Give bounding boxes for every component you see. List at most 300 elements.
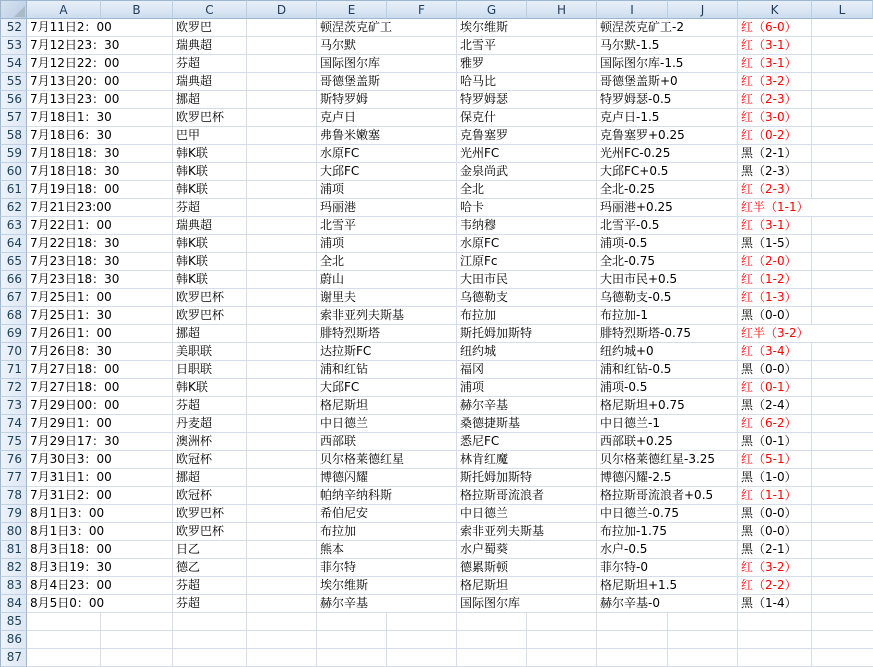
- cell-home-E74[interactable]: 中日德兰: [317, 415, 457, 433]
- cell-D60[interactable]: [247, 163, 317, 181]
- row-header-71[interactable]: 71: [0, 361, 27, 379]
- cell-away-G55[interactable]: 哈马比: [457, 73, 597, 91]
- cell-result-K77[interactable]: 黑（1-0）: [738, 469, 812, 487]
- cell-home-E76[interactable]: 贝尔格莱德红星: [317, 451, 457, 469]
- row-header-65[interactable]: 65: [0, 253, 27, 271]
- cell-handicap-I58[interactable]: 克鲁塞罗+0.25: [597, 127, 738, 145]
- cell-away-G70[interactable]: 纽约城: [457, 343, 597, 361]
- cell-result-K52[interactable]: 红（6-0）: [738, 19, 812, 37]
- cell-result-K66[interactable]: 红（1-2）: [738, 271, 812, 289]
- cell-date-A62[interactable]: 7月21日23:00: [27, 199, 173, 217]
- cell-league-C64[interactable]: 韩K联: [173, 235, 247, 253]
- row-header-72[interactable]: 72: [0, 379, 27, 397]
- cell-L66[interactable]: [812, 271, 873, 289]
- row-header-63[interactable]: 63: [0, 217, 27, 235]
- cell-away-G66[interactable]: 大田市民: [457, 271, 597, 289]
- cell-home-E78[interactable]: 帕纳辛纳科斯: [317, 487, 457, 505]
- cell-date-A68[interactable]: 7月25日1：30: [27, 307, 173, 325]
- cell-result-K74[interactable]: 红（6-2）: [738, 415, 812, 433]
- row-header-77[interactable]: 77: [0, 469, 27, 487]
- column-header-D[interactable]: D: [247, 0, 317, 19]
- cell-league-C59[interactable]: 韩K联: [173, 145, 247, 163]
- row-header-74[interactable]: 74: [0, 415, 27, 433]
- cell-date-A79[interactable]: 8月1日3：00: [27, 505, 173, 523]
- cell-home-E67[interactable]: 谢里夫: [317, 289, 457, 307]
- cell-D83[interactable]: [247, 577, 317, 595]
- cell-D62[interactable]: [247, 199, 317, 217]
- cell-L56[interactable]: [812, 91, 873, 109]
- cell-away-G83[interactable]: 格尼斯坦: [457, 577, 597, 595]
- cell-result-K60[interactable]: 黑（2-3）: [738, 163, 812, 181]
- cell-I86[interactable]: [597, 631, 668, 649]
- cell-away-G77[interactable]: 斯托姆加斯特: [457, 469, 597, 487]
- row-header-68[interactable]: 68: [0, 307, 27, 325]
- cell-D54[interactable]: [247, 55, 317, 73]
- cell-home-E54[interactable]: 国际图尔库: [317, 55, 457, 73]
- cell-league-C80[interactable]: 欧罗巴杯: [173, 523, 247, 541]
- cell-L74[interactable]: [812, 415, 873, 433]
- cell-result-K56[interactable]: 红（2-3）: [738, 91, 812, 109]
- cell-date-A82[interactable]: 8月3日19：30: [27, 559, 173, 577]
- row-header-80[interactable]: 80: [0, 523, 27, 541]
- cell-I87[interactable]: [597, 649, 668, 667]
- cell-L71[interactable]: [812, 361, 873, 379]
- cell-handicap-I79[interactable]: 中日德兰-0.75: [597, 505, 738, 523]
- cell-home-E71[interactable]: 浦和红钻: [317, 361, 457, 379]
- cell-J87[interactable]: [668, 649, 738, 667]
- cell-away-G78[interactable]: 格拉斯哥流浪者: [457, 487, 597, 505]
- row-header-87[interactable]: 87: [0, 649, 27, 667]
- cell-I85[interactable]: [597, 613, 668, 631]
- cell-date-A76[interactable]: 7月30日3：00: [27, 451, 173, 469]
- cell-date-A66[interactable]: 7月23日18：30: [27, 271, 173, 289]
- cell-L63[interactable]: [812, 217, 873, 235]
- cell-result-K68[interactable]: 黑（0-0）: [738, 307, 812, 325]
- cell-date-A84[interactable]: 8月5日0：00: [27, 595, 173, 613]
- cell-handicap-I60[interactable]: 大邱FC+0.5: [597, 163, 738, 181]
- cell-K86[interactable]: [738, 631, 812, 649]
- cell-D63[interactable]: [247, 217, 317, 235]
- cell-D71[interactable]: [247, 361, 317, 379]
- row-header-69[interactable]: 69: [0, 325, 27, 343]
- cell-result-K84[interactable]: 黑（1-4）: [738, 595, 812, 613]
- cell-away-G63[interactable]: 韦纳穆: [457, 217, 597, 235]
- cell-handicap-I77[interactable]: 博德闪耀-2.5: [597, 469, 738, 487]
- cell-handicap-I82[interactable]: 菲尔特-0: [597, 559, 738, 577]
- cell-league-C67[interactable]: 欧罗巴杯: [173, 289, 247, 307]
- cell-H85[interactable]: [527, 613, 597, 631]
- cell-league-C56[interactable]: 挪超: [173, 91, 247, 109]
- cell-away-G54[interactable]: 雅罗: [457, 55, 597, 73]
- cell-home-E77[interactable]: 博德闪耀: [317, 469, 457, 487]
- cell-home-E65[interactable]: 全北: [317, 253, 457, 271]
- column-header-H[interactable]: H: [527, 0, 597, 19]
- cell-F86[interactable]: [387, 631, 457, 649]
- cell-L55[interactable]: [812, 73, 873, 91]
- cell-league-C74[interactable]: 丹麦超: [173, 415, 247, 433]
- cell-date-A54[interactable]: 7月12日22：00: [27, 55, 173, 73]
- cell-home-E73[interactable]: 格尼斯坦: [317, 397, 457, 415]
- cell-home-E69[interactable]: 腓特烈斯塔: [317, 325, 457, 343]
- cell-league-C83[interactable]: 芬超: [173, 577, 247, 595]
- cell-result-K79[interactable]: 黑（0-0）: [738, 505, 812, 523]
- cell-D58[interactable]: [247, 127, 317, 145]
- cell-away-G80[interactable]: 索非亚列夫斯基: [457, 523, 597, 541]
- row-header-70[interactable]: 70: [0, 343, 27, 361]
- cell-D70[interactable]: [247, 343, 317, 361]
- cell-L58[interactable]: [812, 127, 873, 145]
- cell-date-A83[interactable]: 8月4日23：00: [27, 577, 173, 595]
- row-header-78[interactable]: 78: [0, 487, 27, 505]
- cell-H86[interactable]: [527, 631, 597, 649]
- cell-L59[interactable]: [812, 145, 873, 163]
- cell-handicap-I68[interactable]: 布拉加-1: [597, 307, 738, 325]
- cell-result-K63[interactable]: 红（3-1）: [738, 217, 812, 235]
- cell-date-A52[interactable]: 7月11日2：00: [27, 19, 173, 37]
- cell-A86[interactable]: [27, 631, 101, 649]
- cell-date-A53[interactable]: 7月12日23：30: [27, 37, 173, 55]
- cell-D76[interactable]: [247, 451, 317, 469]
- cell-away-G61[interactable]: 全北: [457, 181, 597, 199]
- row-header-55[interactable]: 55: [0, 73, 27, 91]
- cell-away-G62[interactable]: 哈卡: [457, 199, 597, 217]
- cell-away-G72[interactable]: 浦项: [457, 379, 597, 397]
- cell-date-A65[interactable]: 7月23日18：30: [27, 253, 173, 271]
- cell-away-G79[interactable]: 中日德兰: [457, 505, 597, 523]
- cell-away-G58[interactable]: 克鲁塞罗: [457, 127, 597, 145]
- cell-result-K54[interactable]: 红（3-1）: [738, 55, 812, 73]
- cell-handicap-I56[interactable]: 特罗姆瑟-0.5: [597, 91, 738, 109]
- row-header-67[interactable]: 67: [0, 289, 27, 307]
- cell-D72[interactable]: [247, 379, 317, 397]
- cell-league-C65[interactable]: 韩K联: [173, 253, 247, 271]
- cell-E87[interactable]: [317, 649, 387, 667]
- cell-L57[interactable]: [812, 109, 873, 127]
- cell-handicap-I52[interactable]: 顿涅茨克矿工-2: [597, 19, 738, 37]
- cell-L86[interactable]: [812, 631, 873, 649]
- column-header-I[interactable]: I: [597, 0, 668, 19]
- cell-away-G69[interactable]: 斯托姆加斯特: [457, 325, 597, 343]
- cell-home-E66[interactable]: 蔚山: [317, 271, 457, 289]
- cell-home-E60[interactable]: 大邱FC: [317, 163, 457, 181]
- cell-home-E56[interactable]: 斯特罗姆: [317, 91, 457, 109]
- cell-result-K83[interactable]: 红（2-2）: [738, 577, 812, 595]
- column-header-J[interactable]: J: [668, 0, 738, 19]
- cell-L81[interactable]: [812, 541, 873, 559]
- cell-A85[interactable]: [27, 613, 101, 631]
- cell-result-K57[interactable]: 红（3-0）: [738, 109, 812, 127]
- cell-C86[interactable]: [173, 631, 247, 649]
- cell-home-E81[interactable]: 熊本: [317, 541, 457, 559]
- cell-away-G67[interactable]: 乌德勒支: [457, 289, 597, 307]
- cell-D77[interactable]: [247, 469, 317, 487]
- cell-home-E59[interactable]: 水原FC: [317, 145, 457, 163]
- cell-result-K82[interactable]: 红（3-2）: [738, 559, 812, 577]
- cell-date-A57[interactable]: 7月18日1：30: [27, 109, 173, 127]
- column-header-F[interactable]: F: [387, 0, 457, 19]
- cell-away-G68[interactable]: 布拉加: [457, 307, 597, 325]
- cell-league-C76[interactable]: 欧冠杯: [173, 451, 247, 469]
- cell-L78[interactable]: [812, 487, 873, 505]
- cell-handicap-I65[interactable]: 全北-0.75: [597, 253, 738, 271]
- cell-date-A77[interactable]: 7月31日1：00: [27, 469, 173, 487]
- cell-D78[interactable]: [247, 487, 317, 505]
- cell-league-C77[interactable]: 挪超: [173, 469, 247, 487]
- cell-handicap-I80[interactable]: 布拉加-1.75: [597, 523, 738, 541]
- column-header-G[interactable]: G: [457, 0, 527, 19]
- cell-home-E53[interactable]: 马尔默: [317, 37, 457, 55]
- cell-D66[interactable]: [247, 271, 317, 289]
- cell-away-G76[interactable]: 林肯红魔: [457, 451, 597, 469]
- cell-handicap-I84[interactable]: 赫尔辛基-0: [597, 595, 738, 613]
- cell-result-K58[interactable]: 红（0-2）: [738, 127, 812, 145]
- cell-away-G57[interactable]: 保克什: [457, 109, 597, 127]
- cell-date-A75[interactable]: 7月29日17：30: [27, 433, 173, 451]
- cell-home-E61[interactable]: 浦项: [317, 181, 457, 199]
- cell-league-C66[interactable]: 韩K联: [173, 271, 247, 289]
- cell-home-E72[interactable]: 大邱FC: [317, 379, 457, 397]
- row-header-75[interactable]: 75: [0, 433, 27, 451]
- cell-F87[interactable]: [387, 649, 457, 667]
- cell-handicap-I67[interactable]: 乌德勒支-0.5: [597, 289, 738, 307]
- cell-result-K75[interactable]: 黑（0-1）: [738, 433, 812, 451]
- cell-result-K73[interactable]: 黑（2-4）: [738, 397, 812, 415]
- cell-date-A73[interactable]: 7月29日00：00: [27, 397, 173, 415]
- cell-date-A61[interactable]: 7月19日18：00: [27, 181, 173, 199]
- cell-D65[interactable]: [247, 253, 317, 271]
- cell-date-A72[interactable]: 7月27日18：00: [27, 379, 173, 397]
- cell-L82[interactable]: [812, 559, 873, 577]
- cell-date-A56[interactable]: 7月13日23：00: [27, 91, 173, 109]
- cell-K87[interactable]: [738, 649, 812, 667]
- cell-L76[interactable]: [812, 451, 873, 469]
- cell-L79[interactable]: [812, 505, 873, 523]
- cell-league-C81[interactable]: 日乙: [173, 541, 247, 559]
- cell-away-G56[interactable]: 特罗姆瑟: [457, 91, 597, 109]
- cell-F85[interactable]: [387, 613, 457, 631]
- cell-D56[interactable]: [247, 91, 317, 109]
- cell-away-G59[interactable]: 光州FC: [457, 145, 597, 163]
- column-header-E[interactable]: E: [317, 0, 387, 19]
- cell-handicap-I70[interactable]: 纽约城+0: [597, 343, 738, 361]
- column-header-A[interactable]: A: [27, 0, 101, 19]
- select-all-corner[interactable]: [0, 0, 27, 19]
- cell-handicap-I74[interactable]: 中日德兰-1: [597, 415, 738, 433]
- cell-L84[interactable]: [812, 595, 873, 613]
- cell-D85[interactable]: [247, 613, 317, 631]
- cell-result-K69[interactable]: 红半（3-2）: [738, 325, 873, 343]
- column-header-L[interactable]: L: [812, 0, 873, 19]
- cell-league-C54[interactable]: 芬超: [173, 55, 247, 73]
- cell-L65[interactable]: [812, 253, 873, 271]
- cell-league-C61[interactable]: 韩K联: [173, 181, 247, 199]
- cell-away-G75[interactable]: 悉尼FC: [457, 433, 597, 451]
- cell-D68[interactable]: [247, 307, 317, 325]
- cell-handicap-I72[interactable]: 浦项-0.5: [597, 379, 738, 397]
- cell-league-C79[interactable]: 欧罗巴杯: [173, 505, 247, 523]
- cell-D55[interactable]: [247, 73, 317, 91]
- row-header-81[interactable]: 81: [0, 541, 27, 559]
- cell-league-C53[interactable]: 瑞典超: [173, 37, 247, 55]
- row-header-76[interactable]: 76: [0, 451, 27, 469]
- cell-C87[interactable]: [173, 649, 247, 667]
- cell-handicap-I78[interactable]: 格拉斯哥流浪者+0.5: [597, 487, 738, 505]
- row-header-84[interactable]: 84: [0, 595, 27, 613]
- row-header-85[interactable]: 85: [0, 613, 27, 631]
- cell-league-C55[interactable]: 瑞典超: [173, 73, 247, 91]
- row-header-52[interactable]: 52: [0, 19, 27, 37]
- cell-B86[interactable]: [101, 631, 173, 649]
- cell-L68[interactable]: [812, 307, 873, 325]
- row-header-62[interactable]: 62: [0, 199, 27, 217]
- cell-away-G73[interactable]: 赫尔辛基: [457, 397, 597, 415]
- cell-league-C78[interactable]: 欧冠杯: [173, 487, 247, 505]
- cell-date-A71[interactable]: 7月27日18：00: [27, 361, 173, 379]
- cell-away-G53[interactable]: 北雪平: [457, 37, 597, 55]
- cell-D73[interactable]: [247, 397, 317, 415]
- cell-league-C73[interactable]: 芬超: [173, 397, 247, 415]
- cell-home-E58[interactable]: 弗鲁米嫩塞: [317, 127, 457, 145]
- cell-date-A69[interactable]: 7月26日1：00: [27, 325, 173, 343]
- cell-result-K64[interactable]: 黑（1-5）: [738, 235, 812, 253]
- cell-date-A80[interactable]: 8月1日3：00: [27, 523, 173, 541]
- cell-date-A59[interactable]: 7月18日18：30: [27, 145, 173, 163]
- cell-L60[interactable]: [812, 163, 873, 181]
- cell-away-G81[interactable]: 水户蜀葵: [457, 541, 597, 559]
- cell-away-G60[interactable]: 金泉尚武: [457, 163, 597, 181]
- cell-L87[interactable]: [812, 649, 873, 667]
- cell-result-K62[interactable]: 红半（1-1）: [738, 199, 873, 217]
- column-header-C[interactable]: C: [173, 0, 247, 19]
- cell-handicap-I55[interactable]: 哥德堡盖斯+0: [597, 73, 738, 91]
- cell-K85[interactable]: [738, 613, 812, 631]
- cell-handicap-I64[interactable]: 浦项-0.5: [597, 235, 738, 253]
- cell-D84[interactable]: [247, 595, 317, 613]
- cell-date-A67[interactable]: 7月25日1：00: [27, 289, 173, 307]
- row-header-59[interactable]: 59: [0, 145, 27, 163]
- cell-H87[interactable]: [527, 649, 597, 667]
- row-header-86[interactable]: 86: [0, 631, 27, 649]
- cell-J86[interactable]: [668, 631, 738, 649]
- cell-league-C63[interactable]: 瑞典超: [173, 217, 247, 235]
- cell-E85[interactable]: [317, 613, 387, 631]
- cell-league-C72[interactable]: 韩K联: [173, 379, 247, 397]
- cell-D67[interactable]: [247, 289, 317, 307]
- row-header-66[interactable]: 66: [0, 271, 27, 289]
- cell-D69[interactable]: [247, 325, 317, 343]
- row-header-82[interactable]: 82: [0, 559, 27, 577]
- cell-A87[interactable]: [27, 649, 101, 667]
- row-header-83[interactable]: 83: [0, 577, 27, 595]
- cell-D81[interactable]: [247, 541, 317, 559]
- cell-result-K80[interactable]: 黑（0-0）: [738, 523, 812, 541]
- cell-handicap-I57[interactable]: 克卢日-1.5: [597, 109, 738, 127]
- cell-L75[interactable]: [812, 433, 873, 451]
- cell-league-C70[interactable]: 美职联: [173, 343, 247, 361]
- cell-result-K59[interactable]: 黑（2-1）: [738, 145, 812, 163]
- row-header-54[interactable]: 54: [0, 55, 27, 73]
- cell-L72[interactable]: [812, 379, 873, 397]
- cell-date-A64[interactable]: 7月22日18：30: [27, 235, 173, 253]
- cell-away-G84[interactable]: 国际图尔库: [457, 595, 597, 613]
- cell-date-A78[interactable]: 7月31日2：00: [27, 487, 173, 505]
- cell-handicap-I71[interactable]: 浦和红钻-0.5: [597, 361, 738, 379]
- cell-league-C57[interactable]: 欧罗巴杯: [173, 109, 247, 127]
- cell-date-A58[interactable]: 7月18日6：30: [27, 127, 173, 145]
- cell-away-G74[interactable]: 桑德捷斯基: [457, 415, 597, 433]
- column-header-B[interactable]: B: [101, 0, 173, 19]
- cell-L77[interactable]: [812, 469, 873, 487]
- cell-handicap-I76[interactable]: 贝尔格莱德红星-3.25: [597, 451, 738, 469]
- cell-D82[interactable]: [247, 559, 317, 577]
- cell-league-C82[interactable]: 德乙: [173, 559, 247, 577]
- row-header-58[interactable]: 58: [0, 127, 27, 145]
- cell-home-E82[interactable]: 菲尔特: [317, 559, 457, 577]
- cell-G85[interactable]: [457, 613, 527, 631]
- cell-D52[interactable]: [247, 19, 317, 37]
- cell-handicap-I83[interactable]: 格尼斯坦+1.5: [597, 577, 738, 595]
- cell-D87[interactable]: [247, 649, 317, 667]
- cell-handicap-I62[interactable]: 玛丽港+0.25: [597, 199, 738, 217]
- cell-date-A63[interactable]: 7月22日1：00: [27, 217, 173, 235]
- cell-C85[interactable]: [173, 613, 247, 631]
- cell-date-A74[interactable]: 7月29日1：00: [27, 415, 173, 433]
- cell-league-C75[interactable]: 澳洲杯: [173, 433, 247, 451]
- cell-D53[interactable]: [247, 37, 317, 55]
- cell-handicap-I81[interactable]: 水户-0.5: [597, 541, 738, 559]
- cell-D59[interactable]: [247, 145, 317, 163]
- cell-home-E57[interactable]: 克卢日: [317, 109, 457, 127]
- cell-handicap-I53[interactable]: 马尔默-1.5: [597, 37, 738, 55]
- cell-home-E70[interactable]: 达拉斯FC: [317, 343, 457, 361]
- row-header-60[interactable]: 60: [0, 163, 27, 181]
- cell-L83[interactable]: [812, 577, 873, 595]
- cell-L64[interactable]: [812, 235, 873, 253]
- row-header-64[interactable]: 64: [0, 235, 27, 253]
- cell-result-K53[interactable]: 红（3-1）: [738, 37, 812, 55]
- cell-league-C69[interactable]: 挪超: [173, 325, 247, 343]
- row-header-56[interactable]: 56: [0, 91, 27, 109]
- cell-D64[interactable]: [247, 235, 317, 253]
- cell-home-E63[interactable]: 北雪平: [317, 217, 457, 235]
- column-header-K[interactable]: K: [738, 0, 812, 19]
- cell-handicap-I61[interactable]: 全北-0.25: [597, 181, 738, 199]
- cell-L52[interactable]: [812, 19, 873, 37]
- cell-handicap-I69[interactable]: 腓特烈斯塔-0.75: [597, 325, 738, 343]
- cell-D79[interactable]: [247, 505, 317, 523]
- cell-result-K65[interactable]: 红（2-0）: [738, 253, 812, 271]
- cell-away-G71[interactable]: 福冈: [457, 361, 597, 379]
- cell-G87[interactable]: [457, 649, 527, 667]
- row-header-57[interactable]: 57: [0, 109, 27, 127]
- row-header-53[interactable]: 53: [0, 37, 27, 55]
- cell-home-E75[interactable]: 西部联: [317, 433, 457, 451]
- cell-result-K78[interactable]: 红（1-1）: [738, 487, 812, 505]
- cell-L85[interactable]: [812, 613, 873, 631]
- cell-home-E64[interactable]: 浦项: [317, 235, 457, 253]
- cell-L80[interactable]: [812, 523, 873, 541]
- cell-L67[interactable]: [812, 289, 873, 307]
- cell-home-E83[interactable]: 埃尔维斯: [317, 577, 457, 595]
- cell-D75[interactable]: [247, 433, 317, 451]
- cell-league-C84[interactable]: 芬超: [173, 595, 247, 613]
- cell-home-E80[interactable]: 布拉加: [317, 523, 457, 541]
- cell-J85[interactable]: [668, 613, 738, 631]
- cell-result-K67[interactable]: 红（1-3）: [738, 289, 812, 307]
- cell-result-K72[interactable]: 红（0-1）: [738, 379, 812, 397]
- cell-result-K55[interactable]: 红（3-2）: [738, 73, 812, 91]
- cell-away-G52[interactable]: 埃尔维斯: [457, 19, 597, 37]
